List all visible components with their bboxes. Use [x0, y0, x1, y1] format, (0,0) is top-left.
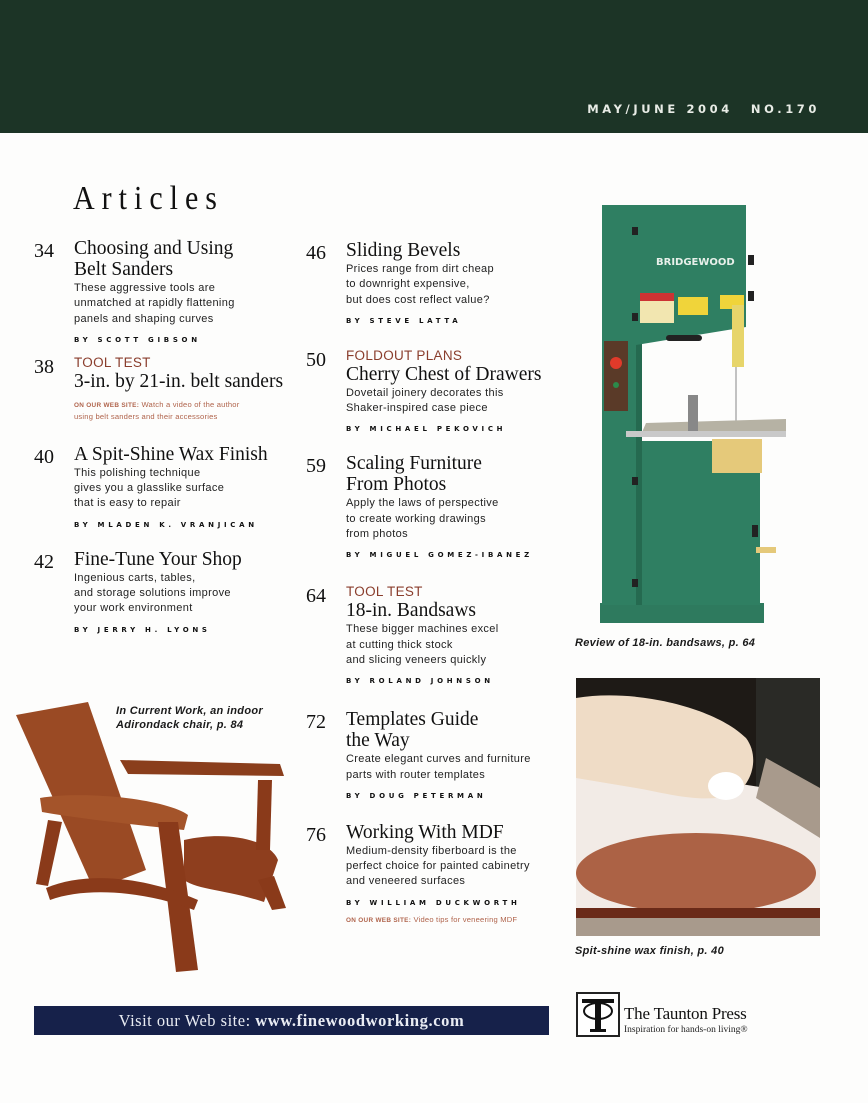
web-note[interactable]: ON OUR WEB SITE: Video tips for veneering MDF — [346, 914, 518, 924]
article-deck: These aggressive tools are unmatched at rapidly flattening panels and shaping curves — [74, 282, 235, 325]
taunton-logo-icon — [576, 992, 620, 1037]
page-number: 76 — [306, 823, 326, 846]
publisher-logo — [576, 992, 816, 1042]
article-title: Scaling Furniture From Photos — [346, 453, 482, 496]
website-link[interactable]: www.finewoodworking.com — [255, 1011, 465, 1030]
article-38[interactable] — [34, 354, 294, 422]
article-deck: Dovetail joinery decorates this Shaker-inspired case piece — [346, 386, 504, 415]
page-number: 50 — [306, 348, 326, 371]
article-title: 18-in. Bandsaws — [346, 600, 476, 622]
article-59[interactable] — [306, 453, 576, 559]
bandsaw-caption: Review of 18-in. bandsaws, p. 64 — [575, 637, 756, 649]
article-title: Templates Guide the Way — [346, 709, 479, 752]
banner-prefix: Visit our Web site: — [118, 1011, 256, 1030]
article-title: Fine-Tune Your Shop — [74, 548, 242, 570]
article-46[interactable] — [306, 240, 576, 325]
article-deck: Prices range from dirt cheap to downright expensive, but does cost reflect value? — [346, 263, 494, 306]
article-42[interactable] — [34, 549, 294, 634]
article-title: Sliding Bevels — [346, 240, 461, 261]
chair-illustration — [8, 690, 288, 975]
article-deck: Medium-density fiberboard is the perfect choice for painted cabinetry and veneered surfaces — [346, 844, 530, 888]
byline: BY WILLIAM DUCKWORTH — [346, 898, 521, 907]
article-deck: This polishing technique gives you a glasslike surface that is easy to repair — [74, 466, 225, 510]
article-deck: Ingenious carts, tables, and storage solutions improve your work environment — [74, 571, 231, 615]
article-40[interactable] — [34, 444, 294, 529]
publisher-name: The Taunton Press — [624, 1004, 747, 1023]
byline: BY MICHAEL PEKOVICH — [346, 425, 507, 434]
page-number: 72 — [306, 711, 326, 734]
article-deck: Create elegant curves and furniture parts with router templates — [346, 753, 531, 781]
article-title: 3-in. by 21-in. belt sanders — [74, 370, 284, 392]
byline: BY STEVE LATTA — [346, 316, 462, 325]
page-number: 64 — [306, 585, 326, 608]
page-number: 40 — [34, 445, 54, 468]
page-number: 46 — [306, 242, 326, 264]
page-number: 38 — [34, 355, 54, 378]
article-72[interactable] — [306, 709, 576, 800]
article-64[interactable] — [306, 583, 576, 685]
chair-caption: In Current Work, an indoor Adirondack chair, p. 84 — [116, 705, 263, 731]
web-note[interactable]: ON OUR WEB SITE: Watch a video of the author using belt sanders and their accessories — [74, 399, 240, 421]
article-34[interactable] — [34, 238, 294, 344]
page-number: 59 — [306, 455, 326, 478]
issue-date: MAY/JUNE 2004 — [587, 102, 733, 116]
articles-column-left — [34, 238, 294, 634]
byline: BY ROLAND JOHNSON — [346, 677, 494, 686]
article-title: A Spit-Shine Wax Finish — [74, 443, 268, 465]
issue-info — [587, 102, 820, 116]
byline: BY SCOTT GIBSON — [74, 335, 201, 344]
byline: BY JERRY H. LYONS — [74, 625, 211, 634]
issue-number: NO.170 — [750, 102, 820, 116]
article-title: Working With MDF — [346, 821, 504, 843]
article-50[interactable] — [306, 347, 576, 434]
byline: BY MLADEN K. VRANJICAN — [74, 520, 258, 529]
articles-column-middle — [306, 240, 576, 926]
article-title: Choosing and Using Belt Sanders — [74, 238, 234, 280]
wax-finish-caption: Spit-shine wax finish, p. 40 — [575, 945, 724, 957]
article-kicker: FOLDOUT PLANS — [346, 347, 463, 363]
brand-label: BRIDGEWOOD — [656, 257, 735, 268]
wax-finish-illustration — [576, 678, 820, 936]
article-76[interactable] — [306, 822, 576, 926]
wax-finish-photo — [576, 678, 820, 936]
byline: BY MIGUEL GOMEZ-IBANEZ — [346, 551, 533, 560]
page-number: 34 — [34, 240, 54, 262]
article-deck: Apply the laws of perspective to create working drawings from photos — [346, 497, 499, 541]
section-title: Articles — [73, 180, 224, 217]
publisher-tagline: Inspiration for hands-on living® — [624, 1025, 748, 1035]
article-title: Cherry Chest of Drawers — [346, 363, 542, 385]
bandsaw-illustration — [596, 195, 790, 627]
byline: BY DOUG PETERMAN — [346, 791, 487, 800]
article-kicker: TOOL TEST — [346, 584, 423, 600]
website-banner[interactable] — [34, 1006, 549, 1035]
article-deck: These bigger machines excel at cutting thick stock and slicing veneers quickly — [346, 623, 499, 666]
article-kicker: TOOL TEST — [74, 354, 151, 370]
adirondack-chair-photo — [8, 690, 288, 975]
bandsaw-photo — [596, 195, 790, 627]
page-number: 42 — [34, 550, 54, 573]
